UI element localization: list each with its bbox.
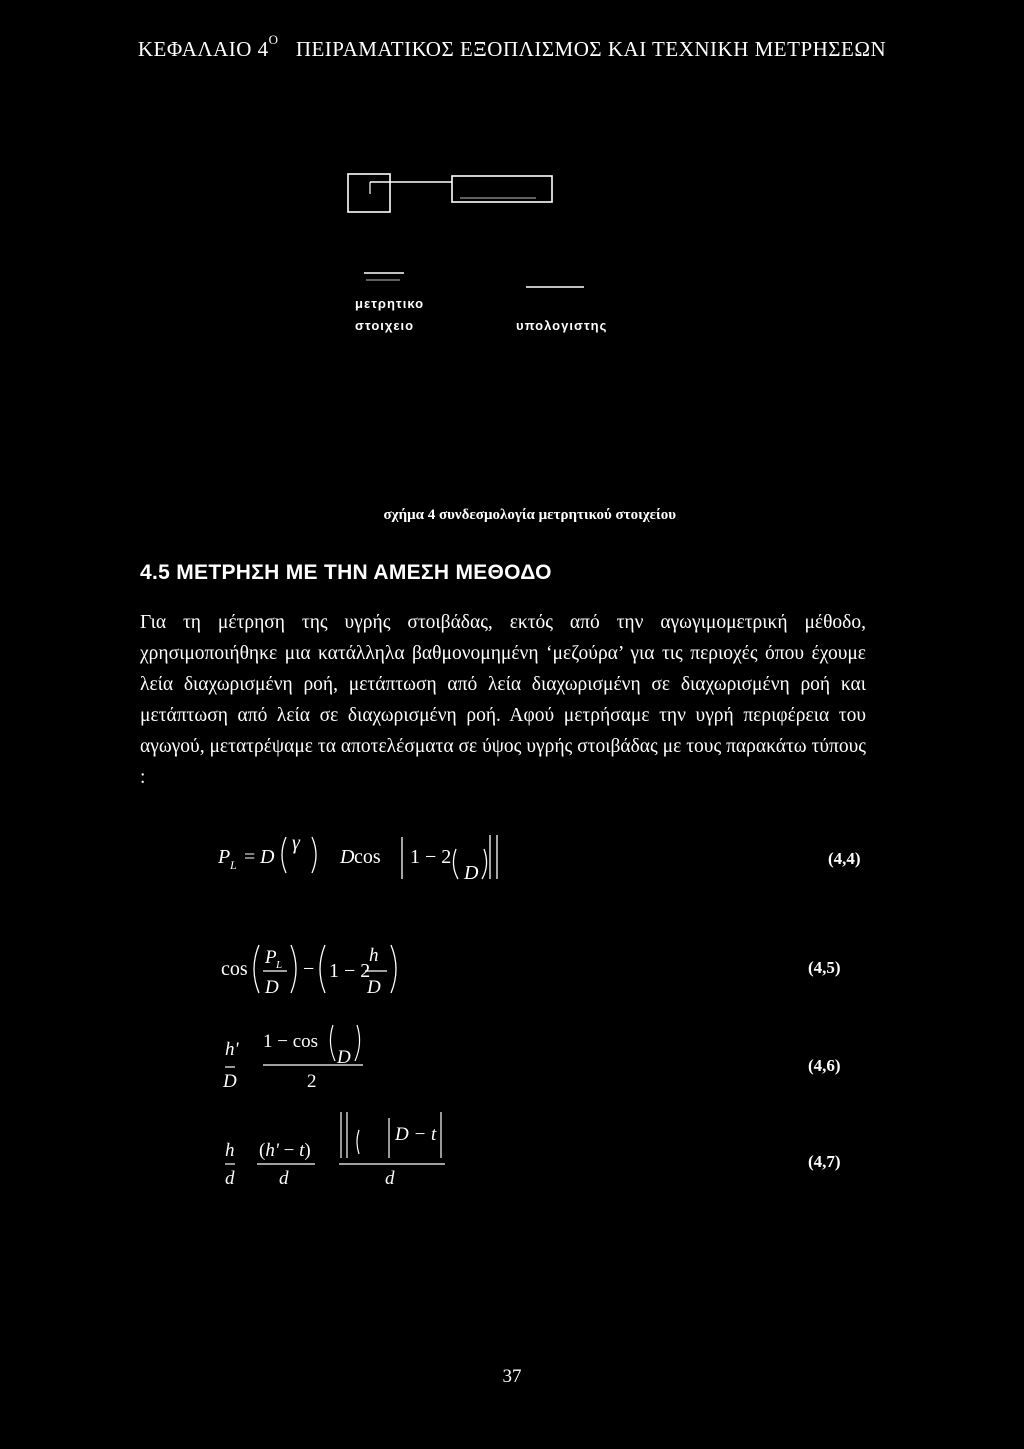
svg-text:h: h [369,945,379,966]
section-title: 4.5 ΜΕΤΡΗΣΗ ΜΕ ΤΗΝ ΑΜΕΣΗ ΜΕΘΟΔΟ [140,561,552,584]
equation-4-4-number: (4,4) [828,849,861,868]
svg-text:L: L [230,858,237,872]
body-paragraph: Για τη μέτρηση της υγρής στοιβάδας, εκτός από την αγωγιμομετρική μέθοδο, χρησιμοποιήθηκε μια κατάλληλα βαθμονομημένη ‘μεζούρα’ για τις περιοχές όπου έχουμε λεία διαχωρισμένη ροή, μετάπτωση από λεία διαχωρισμένη σε διαχωρισμένη ροή και μετάπτωση από λεία σε διαχωρισμένη ροή. Αφού μετρήσαμε την υγρή περιφέρεια του αγωγού, μετατρέψαμε τα αποτελέσματα σε ύψος υγρής στοιβάδας με τους παρακάτω τύπους : [140,612,866,788]
svg-text:(h' − t): (h' − t) [259,1140,311,1161]
svg-text:d: d [225,1168,235,1189]
svg-text:2: 2 [307,1071,317,1092]
equation-4-5 [215,935,435,1005]
svg-text:P: P [265,947,277,968]
connection-diagram [300,160,660,340]
computer-label: υπολογιστης [516,318,608,333]
svg-text:d: d [385,1168,395,1189]
chapter-title: ΠΕΙΡΑΜΑΤΙΚΟΣ ΕΞΟΠΛΙΣΜΟΣ ΚΑΙ ΤΕΧΝΙΚΗ ΜΕΤΡΗΣΕΩΝ [295,37,887,61]
svg-text:h': h' [225,1039,239,1060]
sensor-box [348,174,390,212]
svg-text:1 − 2: 1 − 2 [410,846,452,868]
svg-text:γ: γ [292,832,300,854]
svg-text:D: D [464,862,479,884]
svg-text:1 − cos: 1 − cos [263,1031,319,1052]
sensor-label-line2: στοιχειο [355,318,415,333]
equation-4-5-number: (4,5) [808,958,841,977]
equation-4-7-number: (4,7) [808,1152,841,1171]
svg-text:D: D [340,846,355,868]
svg-text:cos: cos [221,958,248,980]
chapter-superscript: Ο [268,32,279,47]
page-number: 37 [502,1366,522,1387]
svg-text:L: L [276,959,283,971]
svg-text:D: D [367,977,381,998]
equation-4-6-number: (4,6) [808,1056,841,1075]
svg-text:h: h [225,1140,235,1161]
equation-4-6 [215,1015,415,1100]
sensor-label-line1: μετρητικο [355,296,425,311]
chapter-header [0,32,1024,62]
equation-4-4 [200,825,540,890]
svg-text:d: d [279,1168,289,1189]
svg-text:D: D [337,1047,351,1068]
chapter-prefix: ΚΕΦΑΛΑΙΟ 4 [137,37,269,61]
svg-text:1 − 2: 1 − 2 [329,960,371,982]
svg-text:=: = [244,846,256,868]
svg-text:D: D [260,846,275,868]
svg-text:D − t: D − t [395,1124,437,1145]
svg-text:cos: cos [354,846,381,868]
svg-text:D: D [223,1071,237,1092]
svg-text:D: D [265,977,279,998]
equation-4-7 [215,1108,465,1193]
svg-text:−: − [303,958,315,980]
svg-text:P: P [218,846,231,868]
figure-caption: σχήμα 4 συνδεσμολογία μετρητικού στοιχείου [383,507,676,523]
